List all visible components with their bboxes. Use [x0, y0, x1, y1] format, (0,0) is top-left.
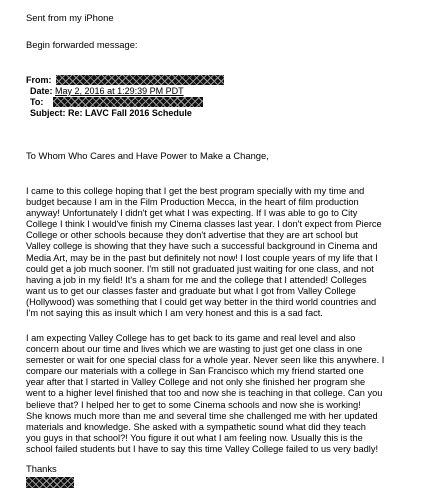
subject-label: Subject:	[30, 108, 66, 118]
paragraph-line: concern about our time and lives which we are wasting to just get one class in one	[26, 344, 363, 355]
subject-value: Re: LAVC Fall 2016 Schedule	[68, 108, 192, 118]
paragraph-line: anyway! Unfortunately I didn't get what I was expecting. If I was able to go to City	[26, 208, 358, 219]
date-value[interactable]: May 2, 2016 at 1:29:39 PM PDT	[55, 86, 184, 96]
paragraph-line: College I think I would've finish my Cinema classes last year. I don't expect from Pierce	[26, 219, 382, 230]
salutation: To Whom Who Cares and Have Power to Make a Change,	[26, 150, 269, 161]
paragraph-line: you guys in that school?! You figure it out what I am feeling now. Usually this is the	[26, 432, 363, 443]
paragraph-line: year after that I started in Valley College and not only she finished her program she	[26, 377, 366, 388]
redacted-signature	[26, 477, 74, 488]
paragraph-line: semester or wait for one special class for a whole year. Never seen like this anywhere. I	[26, 355, 385, 366]
subject-row	[30, 108, 192, 118]
paragraph-line: Media Art, may be in the past but definitely not now! I lost couple years of my life that I	[26, 252, 378, 263]
paragraph-2	[26, 333, 428, 455]
from-label: From:	[26, 75, 52, 85]
paragraph-line: College or other schools because they don't advertise that they are art school but	[26, 230, 358, 241]
paragraph-line: Valley college is showing that they have such a successful background in Cinema and	[26, 241, 378, 252]
paragraph-line: went to a higher level finished that too and now she is teaching in that college. Can you	[26, 388, 383, 399]
paragraph-line: She knows much more than me and several time she challenged me with her updated	[26, 410, 378, 421]
begin-forward-line: Begin forwarded message:	[26, 39, 138, 50]
closing: Thanks	[26, 463, 57, 474]
paragraph-line: could get a job much sooner. I'm still not graduated just waiting for one class, and not	[26, 263, 374, 274]
paragraph-line: I am expecting Valley College has to get back to its game and real level and also	[26, 333, 356, 343]
to-label: To:	[30, 97, 44, 107]
paragraph-line: (Hollywood) was something that I could get way better in the third world countries and	[26, 296, 377, 307]
paragraph-line: school failed students but I have to say this time Valley College failed to us very badly!	[26, 443, 379, 454]
paragraph-line: compare our materials with a college in San Francisco which my friend started one	[26, 366, 364, 377]
sent-from-line: Sent from my iPhone	[26, 12, 114, 23]
from-row	[26, 75, 224, 85]
paragraph-line: believe that? I helped her to get to some Cinema schools and now she is working!	[26, 399, 361, 410]
redacted-recipient	[53, 97, 203, 107]
paragraph-line: materials and knowledge. She asked with a sympathetic sound what did they teach	[26, 421, 366, 432]
paragraph-1	[26, 186, 428, 319]
to-row	[30, 97, 203, 107]
paragraph-line: want us to get our classes faster and graduate but what I got from Valley College	[26, 285, 356, 296]
paragraph-line: budget because I am in the Film Production Mecca, in the heart of film production	[26, 197, 359, 208]
date-row	[30, 86, 184, 96]
redacted-sender	[56, 75, 224, 85]
paragraph-line: I came to this college hoping that I get the best program specially with my time and	[26, 186, 365, 196]
paragraph-line: I'm not saying this as insult which I am very honest and this is a sad fact.	[26, 308, 323, 319]
paragraph-line: having a job in my field! It's a sham for me and the college that I attended! Colleges	[26, 274, 367, 285]
date-label: Date:	[30, 86, 53, 96]
